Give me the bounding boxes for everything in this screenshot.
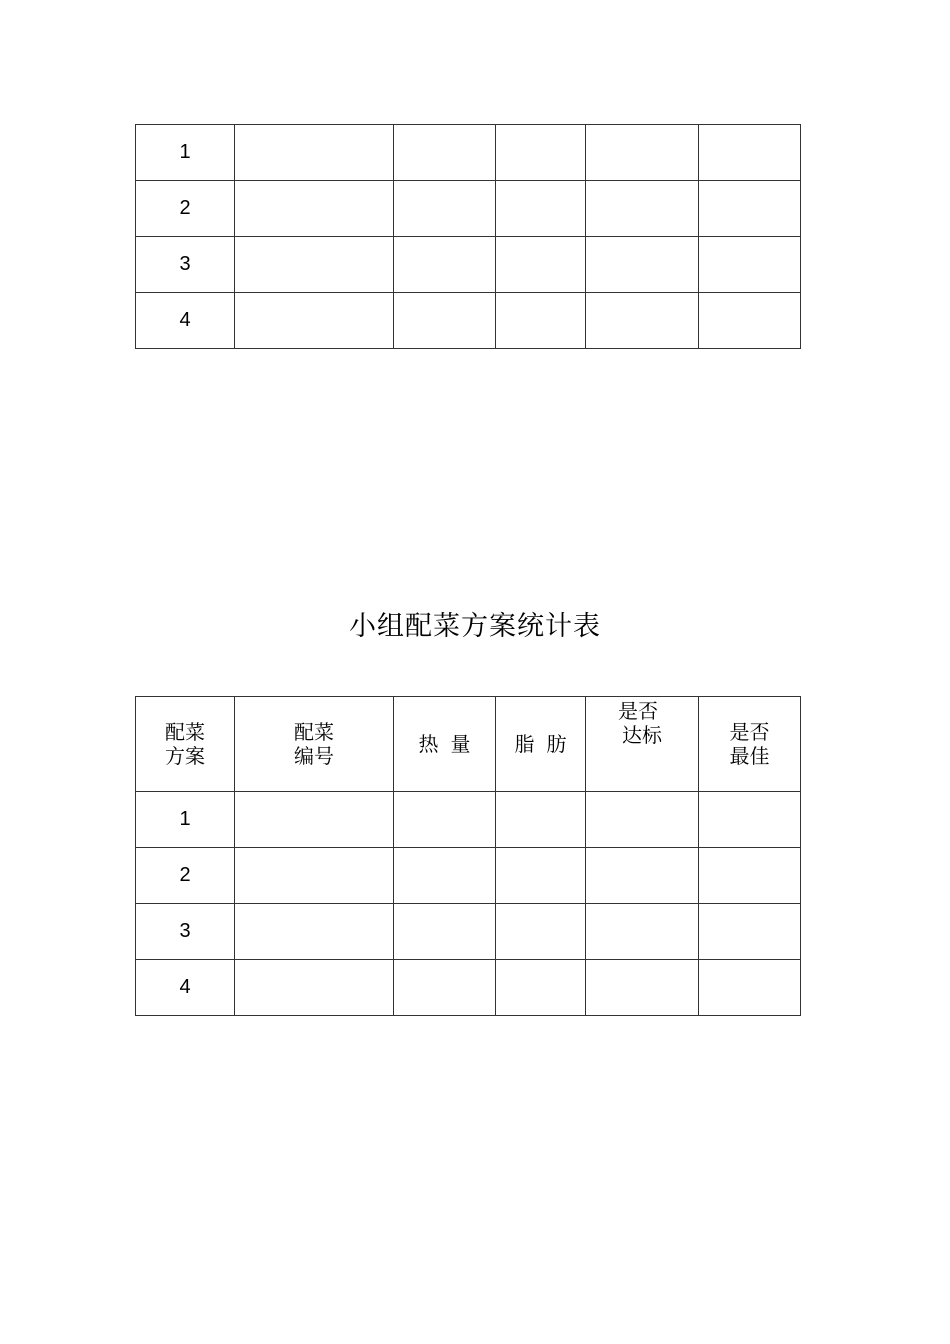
row-number: 1 bbox=[136, 792, 235, 848]
header-is-best-line2: 最佳 bbox=[729, 744, 770, 768]
table-row bbox=[136, 792, 801, 848]
empty-cell bbox=[394, 237, 496, 293]
row-number: 2 bbox=[136, 181, 235, 237]
empty-cell bbox=[586, 960, 699, 1016]
header-plan-line1: 配菜 bbox=[165, 720, 205, 744]
empty-cell bbox=[394, 848, 496, 904]
empty-cell bbox=[699, 960, 801, 1016]
header-dish-no-line2: 编号 bbox=[294, 744, 334, 768]
empty-cell bbox=[699, 848, 801, 904]
empty-cell bbox=[586, 848, 699, 904]
table-row bbox=[136, 125, 801, 181]
plan-statistics-table bbox=[135, 696, 801, 1016]
header-meets-standard bbox=[586, 697, 699, 792]
empty-cell bbox=[699, 293, 801, 349]
empty-cell bbox=[235, 792, 394, 848]
empty-cell bbox=[699, 904, 801, 960]
empty-cell bbox=[235, 293, 394, 349]
empty-cell bbox=[394, 125, 496, 181]
empty-cell bbox=[394, 960, 496, 1016]
row-number: 1 bbox=[136, 125, 235, 181]
row-number: 3 bbox=[136, 904, 235, 960]
empty-cell bbox=[394, 904, 496, 960]
empty-cell bbox=[496, 904, 586, 960]
empty-cell bbox=[394, 181, 496, 237]
table-row bbox=[136, 181, 801, 237]
empty-cell bbox=[235, 237, 394, 293]
top-table bbox=[135, 124, 801, 349]
header-dish-no-line1: 配菜 bbox=[294, 720, 334, 744]
empty-cell bbox=[586, 125, 699, 181]
empty-cell bbox=[394, 792, 496, 848]
table-row bbox=[136, 848, 801, 904]
empty-cell bbox=[586, 181, 699, 237]
empty-cell bbox=[235, 181, 394, 237]
empty-cell bbox=[496, 960, 586, 1016]
header-meets-standard-line1: 是否 bbox=[618, 699, 658, 723]
empty-cell bbox=[586, 293, 699, 349]
empty-cell bbox=[235, 125, 394, 181]
empty-cell bbox=[586, 237, 699, 293]
header-calories bbox=[394, 697, 496, 792]
header-calories-char1: 热 bbox=[418, 732, 439, 756]
row-number: 4 bbox=[136, 293, 235, 349]
empty-cell bbox=[496, 293, 586, 349]
header-fat-char1: 脂 bbox=[514, 732, 535, 756]
header-calories-char2: 量 bbox=[450, 732, 471, 756]
empty-cell bbox=[394, 293, 496, 349]
empty-cell bbox=[496, 848, 586, 904]
empty-cell bbox=[235, 960, 394, 1016]
header-meets-standard-line2: 达标 bbox=[622, 723, 662, 747]
empty-cell bbox=[699, 237, 801, 293]
header-is-best bbox=[699, 697, 801, 792]
table-row bbox=[136, 904, 801, 960]
empty-cell bbox=[586, 904, 699, 960]
empty-cell bbox=[496, 237, 586, 293]
table-row bbox=[136, 237, 801, 293]
header-row bbox=[136, 697, 801, 792]
empty-cell bbox=[496, 125, 586, 181]
table-row bbox=[136, 293, 801, 349]
page-title: 小组配菜方案统计表 bbox=[349, 611, 601, 642]
empty-cell bbox=[699, 792, 801, 848]
header-plan bbox=[136, 697, 235, 792]
empty-cell bbox=[699, 125, 801, 181]
empty-cell bbox=[235, 904, 394, 960]
empty-cell bbox=[496, 792, 586, 848]
header-is-best-line1: 是否 bbox=[729, 720, 770, 744]
empty-cell bbox=[235, 848, 394, 904]
table-row bbox=[136, 960, 801, 1016]
header-fat bbox=[496, 697, 586, 792]
header-fat-char2: 肪 bbox=[546, 732, 567, 756]
empty-cell bbox=[586, 792, 699, 848]
row-number: 3 bbox=[136, 237, 235, 293]
header-dish-no bbox=[235, 697, 394, 792]
header-plan-line2: 方案 bbox=[165, 744, 205, 768]
row-number: 2 bbox=[136, 848, 235, 904]
empty-cell bbox=[496, 181, 586, 237]
row-number: 4 bbox=[136, 960, 235, 1016]
empty-cell bbox=[699, 181, 801, 237]
